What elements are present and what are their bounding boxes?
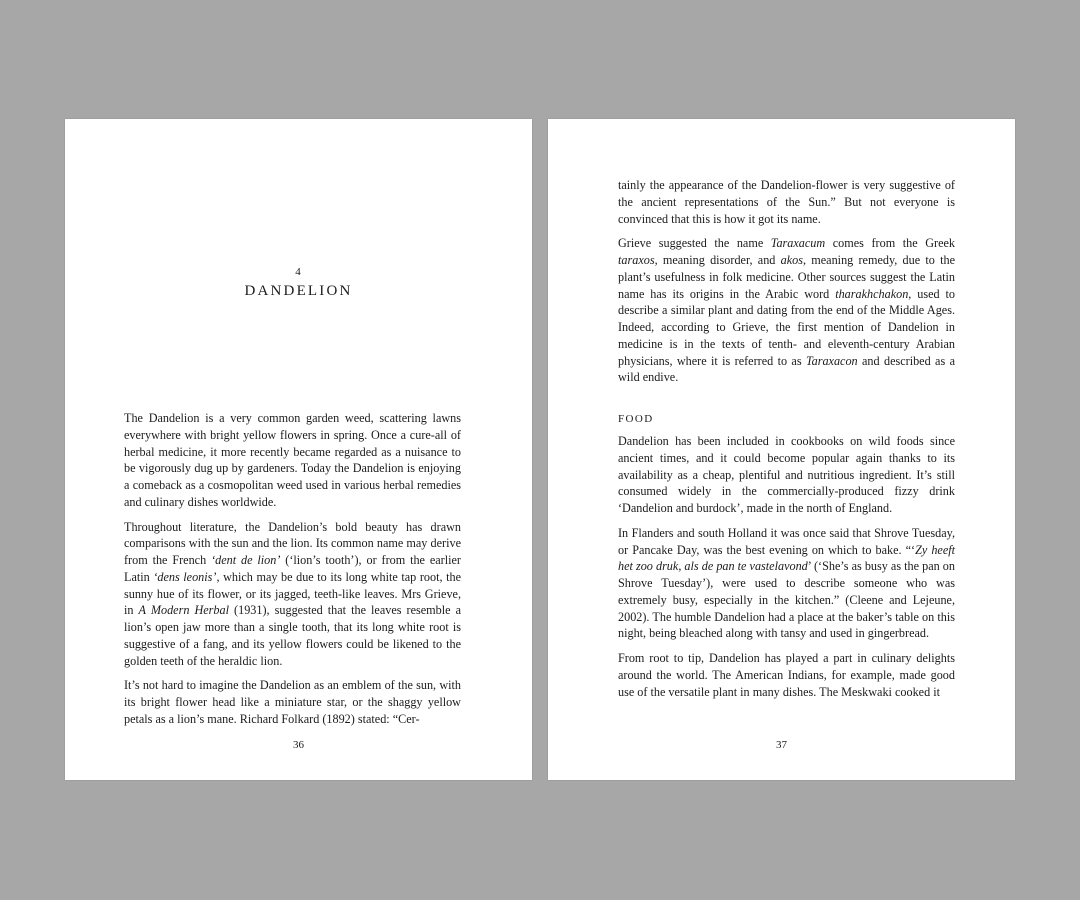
page-number: 36 (293, 739, 304, 751)
paragraph-root-to-tip: From root to tip, Dandelion has played a part in culinary delights around the world. The American Indians, for example, made good use of the versatile plant in many dishes. The Meskwaki cooked it (618, 651, 955, 699)
section-heading-food: FOOD (618, 413, 654, 425)
paragraph-intro: The Dandelion is a very common garden weed, scattering lawns everywhere with bright yellow flowers in spring. Once a cure-all of herbal medicine, it more recently became regarded as a nuisance to be vigorously dug up by gardeners. Today the Dandelion is enjoying a comeback as a cosmopolitan weed used in various herbal remedies and culinary dishes worldwide. (124, 411, 461, 509)
paragraph-cookbooks: Dandelion has been included in cookbooks on wild foods since ancient times, and it could become popular again thanks to its availability as a cheap, plentiful and nutritious ingredient. It’s still consumed widely in the commercially-produced fizzy drink ‘Dandelion and burdock’, made in the north of England. (618, 434, 955, 515)
left-page (65, 119, 532, 780)
paragraph-taraxacum: Grieve suggested the name Taraxacum comes from the Greek taraxos, meaning disorder, and akos, meaning remedy, due to the plant’s usefulness in folk medicine. Other sources suggest the Latin name has its origins in the Arabic word tharakhchakon, used to describe a similar plant and dating from the end of the Middle Ages. Indeed, according to Grieve, the first mention of Dandelion in medicine is in the texts of tenth- and eleventh-century Arabian physicians, where it is referred to as Taraxacon and described as a wild endive. (618, 236, 956, 385)
left-page-body (124, 410, 461, 728)
right-page-body (618, 177, 955, 700)
chapter-heading (65, 265, 532, 301)
paragraph-etymology: Throughout literature, the Dandelion’s bold beauty has drawn comparisons with the sun and the lion. Its common name may derive from the French ‘dent de lion’ (‘lion’s tooth’), or from the earlier Latin ‘dens leonis’, which may be due to its long white tap root, the sunny hue of its flower, or its jagged, teeth-like leaves. Mrs Grieve, in A Modern Herbal (1931), suggested that the leaves resemble a lion’s open jaw more than a single tooth, that its long white root is suggestive of a fang, and its yellow flowers could be likened to the golden teeth of the heraldic lion. (124, 519, 462, 668)
paragraph-shrove-tuesday: In Flanders and south Holland it was once said that Shrove Tuesday, or Pancake Day, was the best evening on which to bake. “‘Zy heeft het zoo druk, als de pan te vastelavond’ (‘She’s as busy as the pan on Shrove Tuesday’), were used to describe someone who was extremely busy, especially in the kitchen.” (Cleene and Lejeune, 2002). The humble Dandelion had a place at the baker’s table on this night, being bleached along with tansy and used in gingerbread. (618, 525, 955, 641)
chapter-title: DANDELION (244, 283, 353, 299)
page-number: 37 (776, 739, 787, 751)
chapter-number: 4 (295, 266, 302, 278)
paragraph-continuation: tainly the appearance of the Dandelion-flower is very suggestive of the ancient representations of the Sun.” But not everyone is convinced that this is how it got its name. (618, 178, 955, 226)
right-page (548, 119, 1015, 780)
paragraph-sun-emblem: It’s not hard to imagine the Dandelion as an emblem of the sun, with its bright flower head like a miniature star, or the shaggy yellow petals as a lion’s mane. Richard Folkard (1892) stated: “Cer- (124, 678, 461, 726)
